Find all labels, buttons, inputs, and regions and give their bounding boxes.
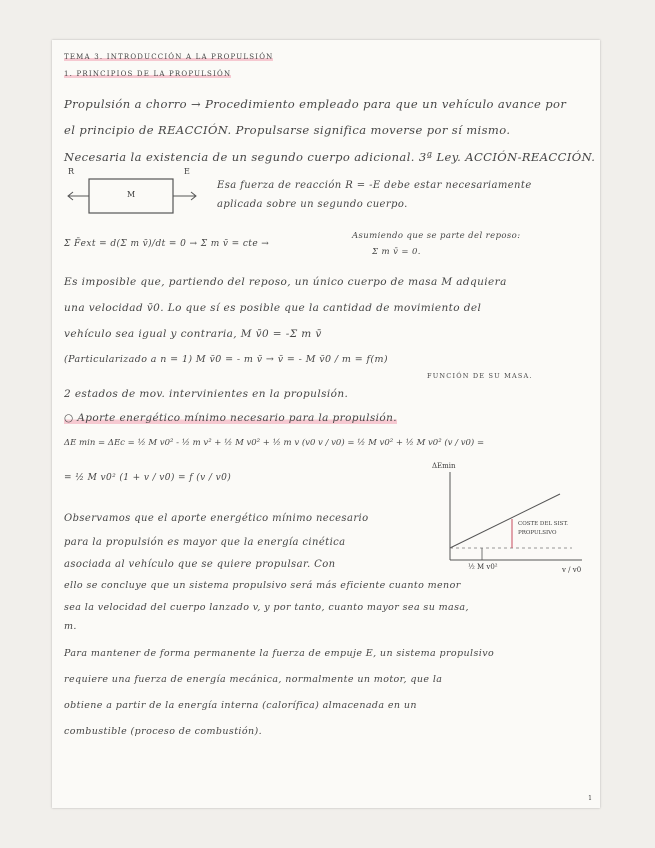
text-note: FUNCIÓN DE SU MASA. (427, 372, 533, 380)
equation: = ½ M v0² (1 + v / v0) = f (v / v0) (64, 473, 232, 483)
text-line: (Particularizado a n = 1) M v̄0 = - m v̄ → v̄ = - M v̄0 / m = f(m) (64, 354, 389, 365)
text-line: Esa fuerza de reacción R = -E debe estar necesariamente (217, 180, 532, 191)
reaction-diagram (64, 167, 204, 223)
text-line: aplicada sobre un segundo cuerpo. (217, 199, 408, 210)
text-line: Observamos que el aporte energético mínimo necesario (64, 513, 369, 524)
diagram-mass-label: M (127, 190, 136, 199)
text-line: Propulsión a chorro → Procedimiento empleado para que un vehículo avance por (64, 97, 567, 111)
equation: ΔE min = ΔEc = ½ M v0² - ½ m v² + ½ M v0² + ½ m v (v0 v / v0) = ½ M v0² + ½ M v0² (v / v0) = (64, 438, 485, 448)
text-line: Es imposible que, partiendo del reposo, un único cuerpo de masa M adquiera (64, 276, 507, 288)
text-line: requiere una fuerza de energía mecánica, normalmente un motor, que la (64, 674, 443, 685)
text-line: m. (64, 621, 77, 632)
text-line: vehículo sea igual y contraria, M v̄0 = -Σ m v̄ (64, 328, 322, 340)
diagram-label-e: E (184, 167, 190, 176)
text-line: obtiene a partir de la energía interna (calorífica) almacenada en un (64, 700, 417, 711)
text-line: combustible (proceso de combustión). (64, 726, 263, 737)
notebook-page (52, 40, 600, 808)
graph-x-label: v / v0 (562, 566, 582, 574)
text-line: ○ Aporte energético mínimo necesario para la propulsión. (64, 412, 398, 424)
section-title: TEMA 3. INTRODUCCIÓN A LA PROPULSIÓN (64, 53, 274, 61)
energy-graph (432, 462, 592, 582)
text-line: sea la velocidad del cuerpo lanzado v, y por tanto, cuanto mayor sea su masa, (64, 602, 469, 613)
text-line: el principio de REACCIÓN. Propulsarse significa moverse por sí mismo. (64, 123, 511, 137)
text-line: Para mantener de forma permanente la fuerza de empuje E, un sistema propulsivo (64, 648, 495, 659)
text-line: ello se concluye que un sistema propulsivo será más eficiente cuanto menor (64, 580, 461, 591)
graph-y-label: ΔEmin (432, 462, 456, 470)
equation-note: Σ m v̄ = 0. (372, 247, 421, 257)
equation-note: Asumiendo que se parte del reposo: (352, 231, 521, 241)
diagram-label-r: R (68, 167, 75, 176)
graph-cost-label: COSTE DEL SIST. PROPULSIVO (518, 521, 569, 536)
text-line: asociada al vehículo que se quiere propulsar. Con (64, 559, 336, 570)
graph-base-label: ½ M v0² (468, 563, 498, 571)
text-line: una velocidad v̄0. Lo que sí es posible que la cantidad de movimiento del (64, 302, 482, 314)
section-subtitle: 1. PRINCIPIOS DE LA PROPULSIÓN (64, 70, 232, 78)
text-line: 2 estados de mov. intervinientes en la propulsión. (64, 388, 349, 400)
equation: Σ F̄ext = d(Σ m v̄)/dt = 0 → Σ m v̄ = cte → (64, 239, 270, 249)
page-number: 1 (588, 795, 592, 802)
text-line: Necesaria la existencia de un segundo cuerpo adicional. 3ª Ley. ACCIÓN-REACCIÓN. (64, 150, 596, 164)
text-line: para la propulsión es mayor que la energía cinética (64, 537, 346, 548)
